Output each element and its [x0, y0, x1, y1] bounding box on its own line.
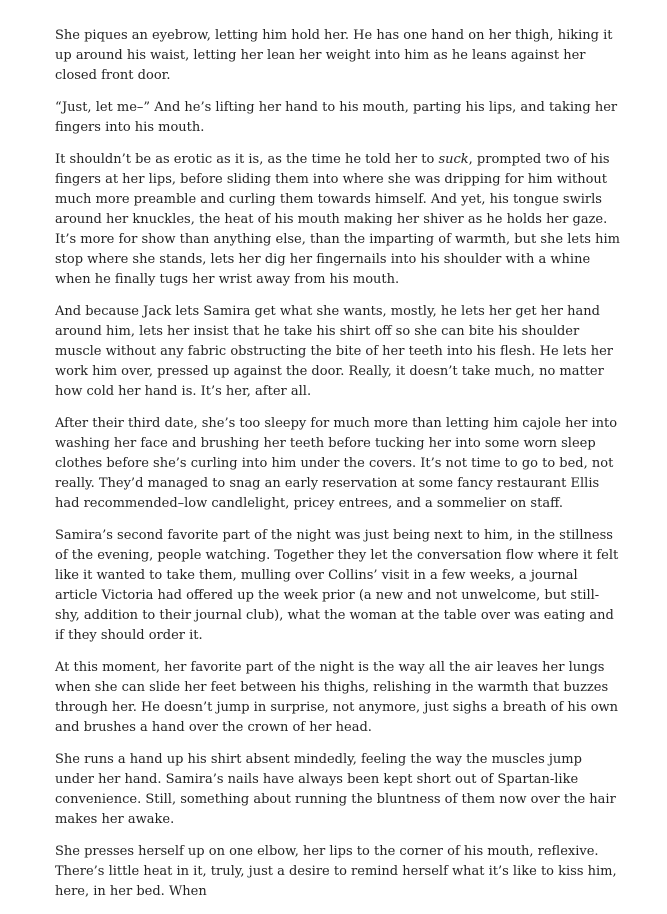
paragraph: She presses herself up on one elbow, her lips to the corner of his mouth, reflexive. There’s little heat in it, truly, just a desire to remind herself what it’s like to kiss him, here, in her bed. When: [55, 844, 617, 899]
paragraph: She runs a hand up his shirt absent mindedly, feeling the way the muscles jump under her hand. Samira’s nails have always been kept short out of Spartan-like convenience. Still, something about running the bluntness of them now over the hair makes her awake.: [55, 752, 616, 827]
paragraph: She piques an eyebrow, letting him hold her. He has one hand on her thigh, hiking it up around his waist, letting her lean her weight into him as he leans against her closed front door.: [55, 28, 613, 83]
paragraph: Samira’s second favorite part of the night was just being next to him, in the stillness of the evening, people watching. Together they let the conversation flow where it felt like it wanted to take them, mulling over Collins’ visit in a few weeks, a journal article Victoria had offered up the week prior (a new and not unwelcome, but still-shy, addition to their journal club), what the woman at the table over was eating and if they should order it.: [55, 528, 619, 643]
paragraph-text-start: It shouldn’t be as erotic as it is, as the time he told her to: [55, 152, 439, 167]
paragraph: At this moment, her favorite part of the night is the way all the air leaves her lungs when she can slide her feet between his thighs, relishing in the warmth that buzzes through her. He doesn’t jump in surprise, not anymore, just sighs a breath of his own and brushes a hand over the crown of her head.: [55, 660, 619, 735]
story-text: [55, 26, 620, 914]
paragraph: “Just, let me–” And he’s lifting her hand to his mouth, parting his lips, and taking her fingers into his mouth.: [55, 100, 618, 135]
emphasized-word: suck: [438, 152, 469, 167]
paragraph: After their third date, she’s too sleepy for much more than letting him cajole her into washing her face and brushing her teeth before tucking her into some worn sleep clothes before she’s curling into him under the covers. It’s not time to go to bed, not really. They’d managed to snag an early reservation at some fancy restaurant Ellis had recommended–low candlelight, pricey entrees, and a sommelier on staff.: [55, 416, 618, 511]
paragraph: And because Jack lets Samira get what she wants, mostly, he lets her get her hand around him, lets her insist that he take his shirt off so she can bite his shoulder muscle without any fabric obstructing the bite of her teeth into his flesh. He lets her work him over, pressed up against the door. Really, it doesn’t take much, no matter how cold her hand is. It’s her, after all.: [55, 304, 613, 399]
paragraph-text-end: , prompted two of his fingers at her lips, before sliding them into where she was dripping for him without much more preamble and curling them towards himself. And yet, his tongue swirls around her knuckles, the heat of his mouth making her shiver as he holds her gaze. It’s more for show than anything else, than the imparting of warmth, but she lets him stop where she stands, lets her dig her fingernails into his shoulder with a whine when he finally tugs her wrist away from his mouth.: [55, 152, 620, 287]
paragraph: [55, 150, 620, 290]
